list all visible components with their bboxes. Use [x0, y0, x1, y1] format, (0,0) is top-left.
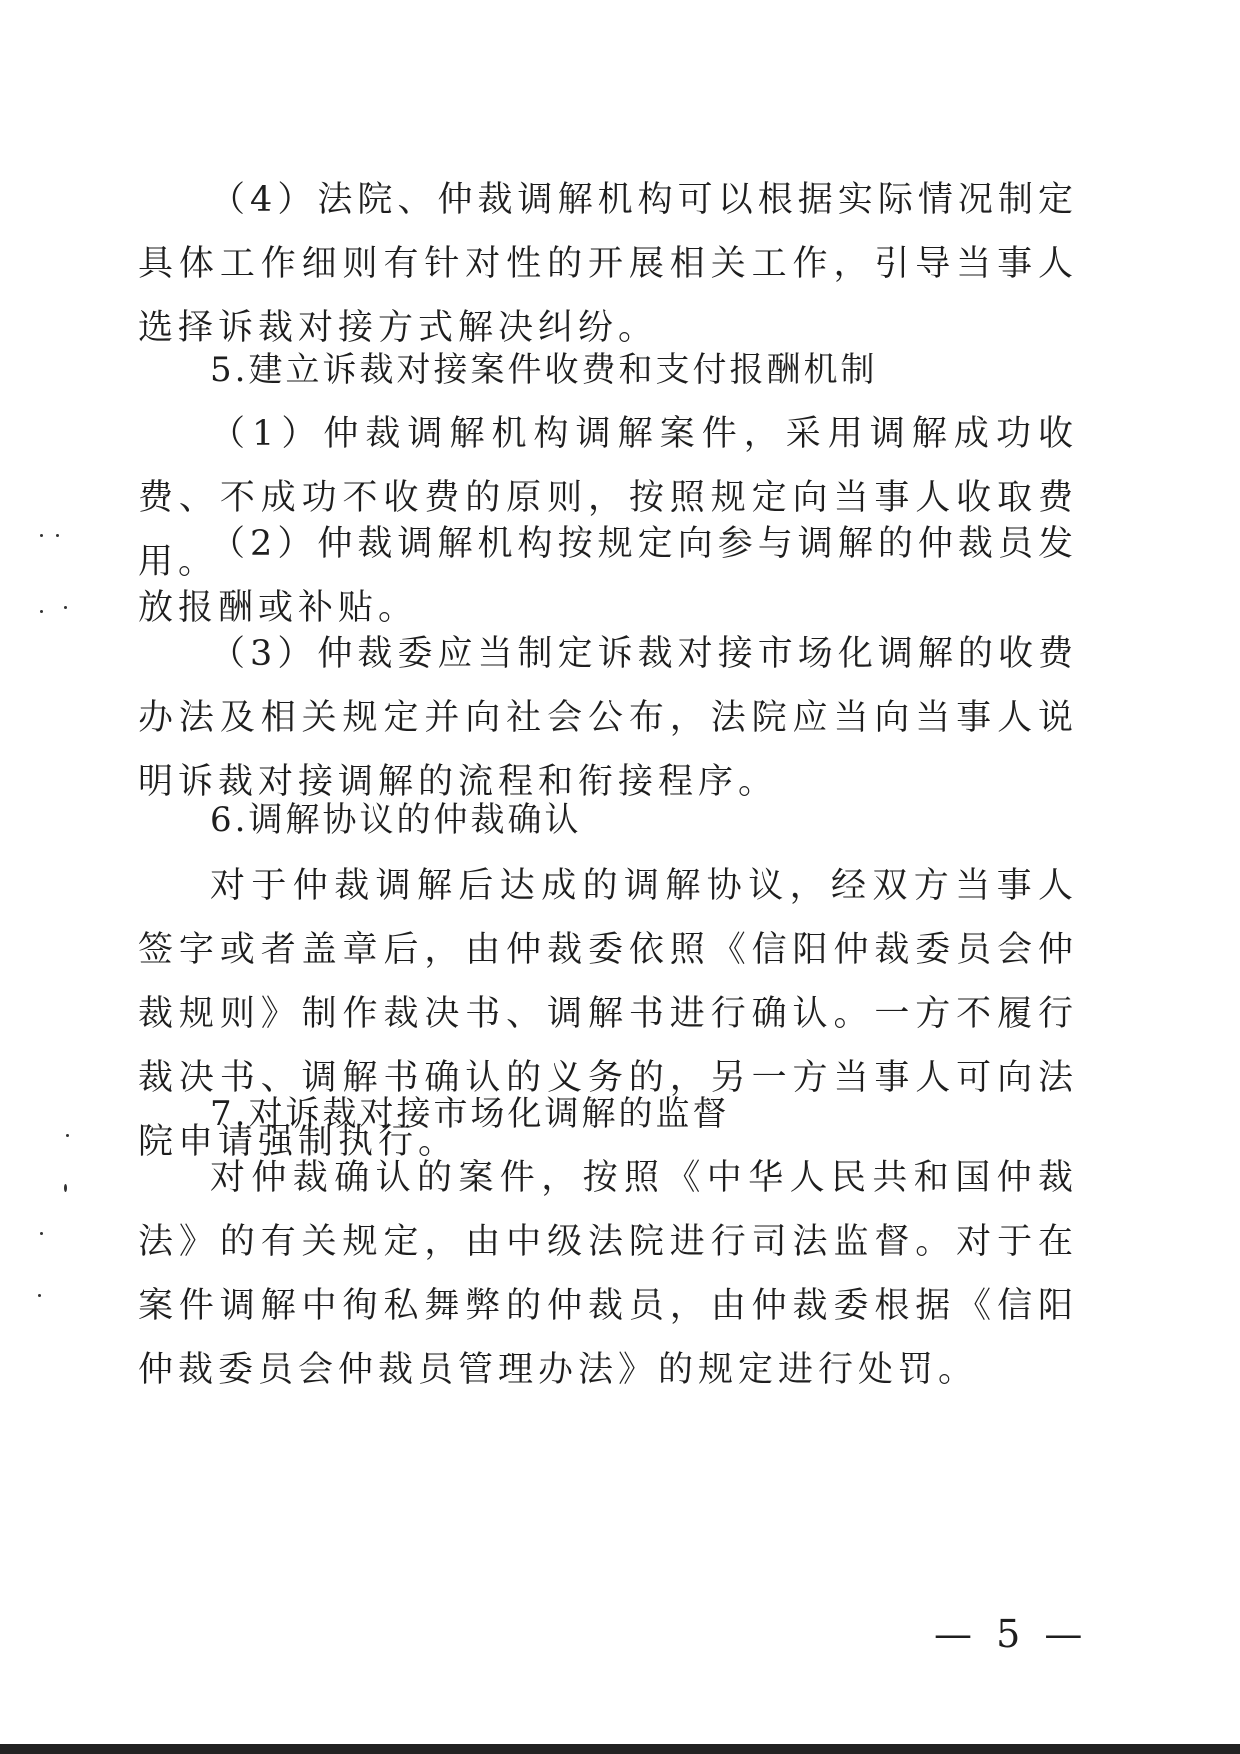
scan-bottom-edge — [0, 1744, 1240, 1754]
page-number: — 5 — — [934, 1612, 1089, 1656]
scan-speck — [40, 534, 43, 537]
paragraph-arbitration-confirmation: 对于仲裁调解后达成的调解协议，经双方当事人签字或者盖章后，由仲裁委依照《信阳仲裁委员会仲裁规则》制作裁决书、调解书进行确认。一方不履行裁决书、调解书确认的义务的，另一方当事人可向法院申请强制执行。 — [138, 866, 1078, 1162]
paragraph-3-fee-rules: （3）仲裁委应当制定诉裁对接市场化调解的收费办法及相关规定并向社会公布，法院应当向当事人说明诉裁对接调解的流程和衔接程序。 — [138, 634, 1078, 802]
paragraph-1-fee-principle: （1）仲裁调解机构调解案件，采用调解成功收费、不成功不收费的原则，按照规定向当事人收取费用。 — [138, 414, 1078, 582]
scan-speck — [40, 610, 43, 613]
section-heading-6: 6.调解协议的仲裁确认 — [210, 800, 582, 840]
scan-speck — [38, 1294, 41, 1297]
section-heading-5: 5.建立诉裁对接案件收费和支付报酬机制 — [210, 350, 878, 390]
paragraph-2-arbitrator-pay: （2）仲裁调解机构按规定向参与调解的仲裁员发放报酬或补贴。 — [138, 524, 1078, 628]
section-heading-7: 7.对诉裁对接市场化调解的监督 — [210, 1094, 730, 1134]
scan-speck — [40, 1232, 43, 1235]
paragraph-supervision: 对仲裁确认的案件，按照《中华人民共和国仲裁法》的有关规定，由中级法院进行司法监督。对于在案件调解中徇私舞弊的仲裁员，由仲裁委根据《信阳仲裁委员会仲裁员管理办法》的规定进行处罚。 — [138, 1158, 1078, 1390]
paragraph-4-work-rules: （4）法院、仲裁调解机构可以根据实际情况制定具体工作细则有针对性的开展相关工作，引导当事人选择诉裁对接方式解决纠纷。 — [138, 180, 1078, 348]
scan-speck — [66, 1134, 69, 1137]
scan-speck — [64, 606, 67, 609]
scan-speck — [56, 534, 59, 537]
scan-speck — [64, 1184, 67, 1192]
